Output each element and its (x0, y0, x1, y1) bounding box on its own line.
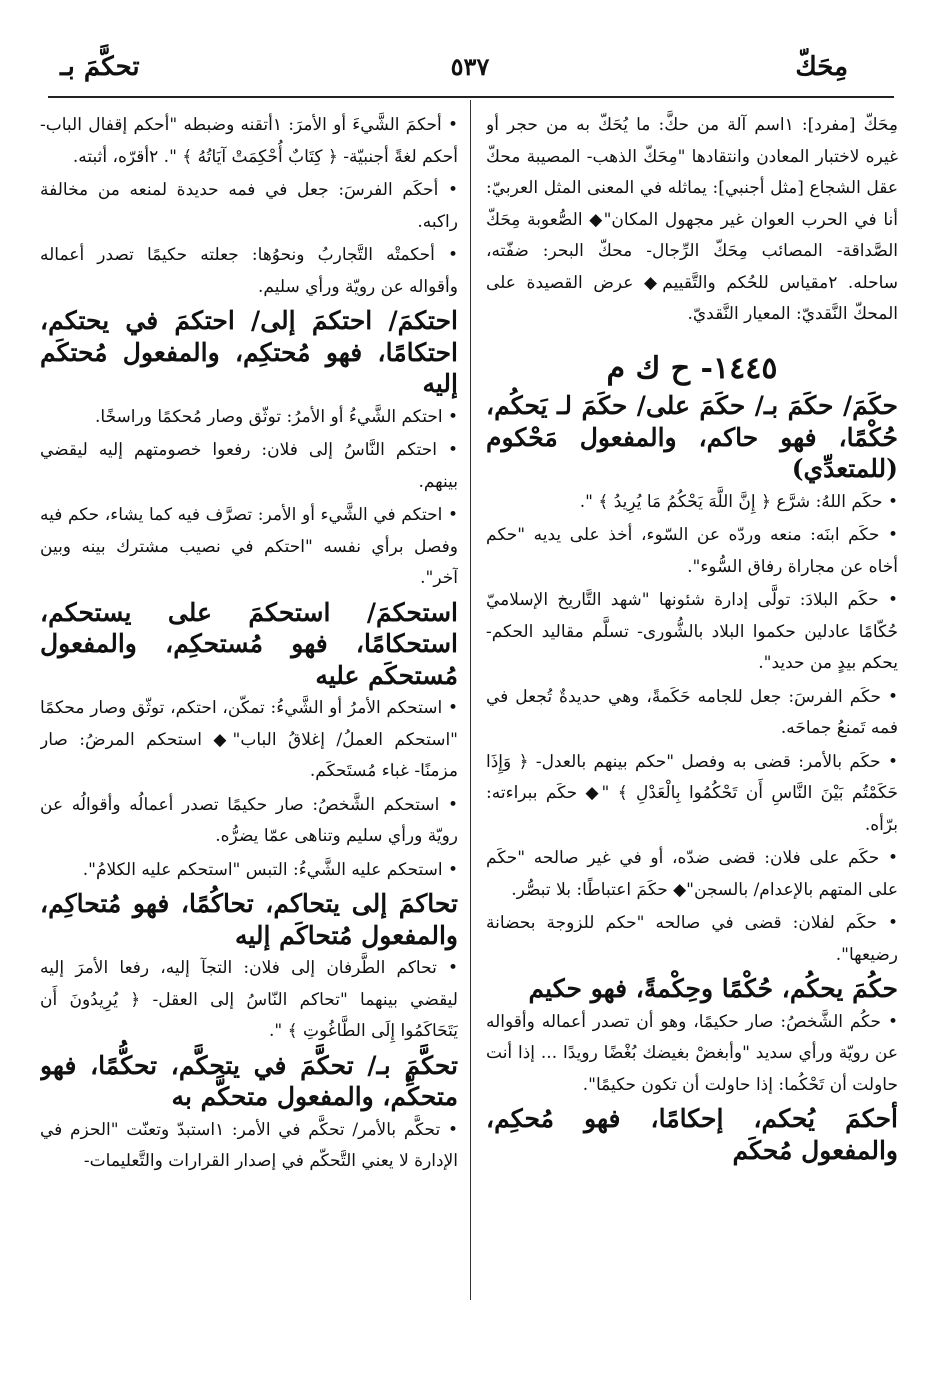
entry-paragraph: • تحاكم الطَّرفان إلى فلان: التجآ إليه، رفعا الأمرَ إليه ليقضي بينهما "تحاكم النّاسُ إلى العقل- ﴿ يُرِيدُونَ أَن يَتَحَاكَمُوا إِلَى الطَّاغُوتِ ﴾ ". (40, 958, 458, 1041)
entry-paragraph: • حكَم اللهُ: شرَّع ﴿ إِنَّ اللَّهَ يَحْكُمُ مَا يُرِيدُ ﴾ ". (579, 491, 898, 512)
entry-paragraph: • حكَم البلادَ: تولَّى إدارة شئونها "شهد التَّاريخ الإسلاميّ حُكّامًا عادلين حكموا البلاد بالشُّورى- تسلَّم مقاليد الحكم- يحكم بيدٍ من حديد". (486, 590, 898, 673)
left-column (40, 110, 458, 1350)
entry-paragraph: • احتكم الشَّيءُ أو الأمرُ: توثّق وصار مُحكمًا وراسخًا. (95, 406, 458, 427)
entry-paragraph: • استحكم عليه الشَّيءُ: التبس "استحكم عليه الكلامُ". (82, 859, 458, 880)
entry-paragraph: • تحكَّم بالأمر/ تحكَّم في الأمر: ١استبدّ وتعنّت "الحزم في الإدارة لا يعني التَّحكّم في إصدار القرارات والتَّعليمات- (40, 1119, 458, 1171)
entry-headword: حكُمَ يحكُم، حُكْمًا وحِكْمةً، فهو حكيم (528, 974, 898, 1003)
entry-paragraph: • حكَم ابنَه: منعه وردّه عن السّوء، أخذ على يديه "حكم أخاه عن مجاراة رفاق السُّوء". (486, 525, 898, 577)
entry-paragraph: • أحكمتْه التَّجاربُ ونحوُها: جعلته حكيمًا تصدر أعماله وأقواله عن رويّة ورأي سليم. (40, 245, 458, 297)
right-column (486, 110, 898, 1350)
entry-paragraph: • أحكَم الفرسَ: جعل في فمه حديدة لمنعه من مخالفة راكبه. (40, 180, 458, 232)
entry-paragraph: • استحكم الشَّخصُ: صار حكيمًا تصدر أعمالُه وأقوالُه عن رويّة ورأي سليم وتناهى عمّا يضرُّه. (40, 794, 458, 846)
entry-paragraph: • استحكم الأمرُ أو الشَّيءُ: تمكّن، احتكم، توثّق وصار محكمًا "استحكم العملُ/ إغلاقُ الباب"◆ استحكم المرضُ: صار مزمنًا- غباء مُستَحكَم. (40, 698, 458, 781)
entry-headword: استحكمَ/ استحكمَ على يستحكم، استحكامًا، فهو مُستحكِم، والمفعول مُستحكَم عليه (40, 597, 458, 690)
entry-headword: تحكَّمَ بـ/ تحكَّمَ في يتحكَّم، تحكُّمًا، فهو متحكِّم، والمفعول متحكَّم به (40, 1050, 458, 1111)
entry-paragraph: • حكَم لفلان: قضى في صالحه "حكم للزوجة بحضانة رضيعها". (486, 913, 898, 965)
entry-paragraph: • احتكم النَّاسُ إلى فلان: رفعوا خصومتهم إليه ليقضي بينهم. (40, 440, 458, 492)
entry-paragraph: • حكَم الفرسَ: جعل للجامه حَكَمةً، وهي حديدةٌ تُجعل في فمه تَمنعُ جماحَه. (486, 686, 898, 738)
entry-paragraph: • حكَم بالأمر: قضى به وفصل "حكم بينهم بالعدل- ﴿ وَإِذَا حَكَمْتُم بَيْنَ النَّاسِ أَن تَحْكُمُوا بِالْعَدْلِ ﴾ "◆ حكَم ببراءته: برّأه. (486, 751, 898, 835)
entry-paragraph: • احتكم في الشَّيء أو الأمر: تصرَّف فيه كما يشاء، حكم فيه وفصل برأي نفسه "احتكم في نصيب مشترك بينه وبين آخر". (40, 505, 458, 588)
entry-headword: احتكمَ/ احتكمَ إلى/ احتكمَ في يحتكم، احتكامًا، فهو مُحتكِم، والمفعول مُحتكَم إليه (40, 306, 458, 398)
header-guide-word-left: تحكَّمَ بـ (60, 52, 140, 82)
page-number: ٥٣٧ (450, 52, 490, 81)
column-divider (470, 100, 471, 1300)
root-section-title: ١٤٤٥- ح ك م (606, 350, 778, 386)
entry-headword: أحكمَ يُحكم، إحكامًا، فهو مُحكِم، والمفعول مُحكَم (486, 1104, 898, 1165)
entry-paragraph: مِحَكّ [مفرد]: ١اسم آلة من حكَّ: ما يُحَكّ به من حجر أو غيره لاختبار المعادن وانتقادها "مِحَكّ الذهب- المصيبة محكّ عقل الشجاع [مثل أجنبي]: يماثله في المعنى المثل العربيّ: أنا في الحرب العوان غير مجهول المكان"◆ الصُّعوبة مِحَكّ الصَّداقة- المصائب مِحَكّ الرِّجال- محكّ البحر: ضفّته، ساحله. ٢مقياس للحُكم والتَّقييم◆ عرض القصيدة على المحكّ النَّقديّ: المعيار النَّقديّ. (486, 115, 898, 324)
entry-paragraph: • حكَم على فلان: قضى ضدّه، أو في غير صالحه "حكَم على المتهم بالإعدام/ بالسجن"◆ حكَمَ اعتباطًا: بلا تبصُّر. (486, 848, 898, 900)
entry-headword: حكَمَ/ حكَمَ بـ/ حكَمَ على/ حكَمَ لـ يَحكُم، حُكْمًا، فهو حاكم، والمفعول مَحْكوم (للمتعدِّي) (486, 391, 898, 483)
header-guide-word-right: مِحَكّ (795, 52, 848, 82)
header-divider (48, 96, 894, 98)
entry-paragraph: • حكُم الشَّخصُ: صار حكيمًا، وهو أن تصدر أعماله وأقواله عن رويّة ورأي سديد "وأبغضْ بغيضك بُغْضًا رويدًا ... إذا أنت حاولت أن تَحْكُما: إذا حاولت أن تكون حكيمًا". (486, 1011, 898, 1095)
entry-headword: تحاكمَ إلى يتحاكم، تحاكُمًا، فهو مُتحاكِم، والمفعول مُتحاكَم إليه (40, 889, 458, 950)
entry-paragraph: • أحكمَ الشَّيءَ أو الأمرَ: ١أتقنه وضبطه "أحكم إقفال الباب- أحكم لغةً أجنبيّة- ﴿ كِتَابٌ أُحْكِمَتْ آيَاتُهُ ﴾ ". ٢أقرّه، أثبته. (40, 115, 458, 167)
